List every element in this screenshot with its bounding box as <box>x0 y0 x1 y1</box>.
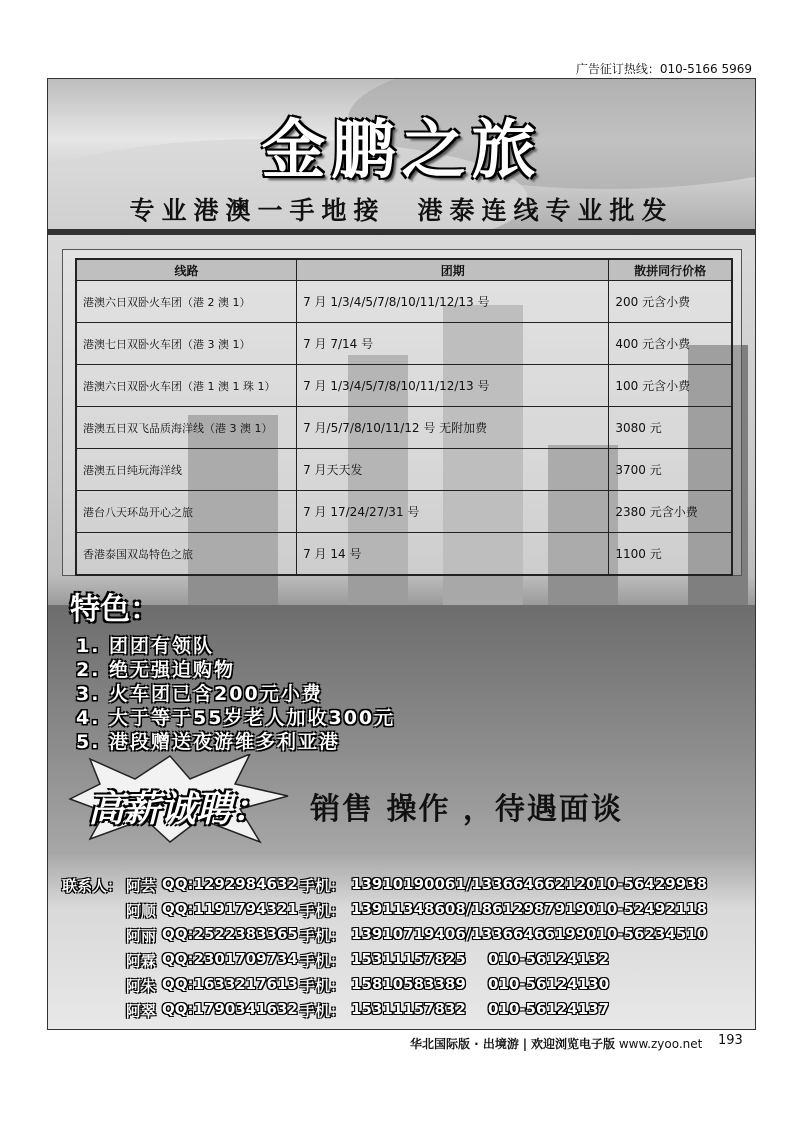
contact-mobile: 13910719406/13366466199 <box>351 925 587 943</box>
route-table-panel <box>62 249 742 576</box>
feature-item: 2. 绝无强迫购物 <box>76 659 236 681</box>
dates-cell: 7 月/5/7/8/10/11/12 号 无附加费 <box>297 407 609 449</box>
contact-name: 阿顺 <box>126 902 157 920</box>
mobile-label: 手机： <box>300 952 346 970</box>
route-cell: 港澳五日纯玩海洋线 <box>76 449 297 491</box>
footer-url[interactable]: www.zyoo.net <box>618 1037 703 1051</box>
feature-item: 4. 大于等于55岁老人加收300元 <box>76 707 396 729</box>
contact-name: 阿芸 <box>126 877 157 895</box>
contact-qq: QQ:2301709734 <box>162 950 298 968</box>
header-banner <box>48 79 755 229</box>
contact-phone: 010-56234510 <box>586 925 708 943</box>
contact-section <box>48 855 755 1029</box>
header-price: 散拼同行价格 <box>609 259 732 281</box>
table-row <box>76 365 732 407</box>
contact-name: 阿翠 <box>126 1002 157 1020</box>
price-cell: 3080 元 <box>609 407 732 449</box>
price-cell: 3700 元 <box>609 449 732 491</box>
contact-mobile: 15311157825 <box>351 950 466 968</box>
contact-qq: QQ:1292984632 <box>162 875 298 893</box>
dates-cell: 7 月天天发 <box>297 449 609 491</box>
mobile-label: 手机： <box>300 1002 346 1020</box>
route-cell: 港澳六日双卧火车团（港 2 澳 1） <box>76 281 297 323</box>
feature-item: 1. 团团有领队 <box>76 635 215 657</box>
contact-mobile: 15810583389 <box>351 975 466 993</box>
price-cell: 200 元含小费 <box>609 281 732 323</box>
footer-separator: | <box>522 1037 528 1051</box>
dates-cell: 7 月 14 号 <box>297 533 609 576</box>
page-number: 193 <box>718 1033 743 1048</box>
slogan: 专业港澳一手地接 港泰连线专业批发 <box>129 196 674 225</box>
price-cell: 1100 元 <box>609 533 732 576</box>
contact-qq: QQ:2522383365 <box>162 925 298 943</box>
price-cell: 2380 元含小费 <box>609 491 732 533</box>
table-row <box>76 491 732 533</box>
recruit-detail: 销售 操作 ，待遇面谈 <box>310 792 623 827</box>
contact-phone: 010-52492118 <box>586 900 708 918</box>
ad-hotline: 广告征订热线：010-5166 5969 <box>575 62 752 76</box>
table-row <box>76 449 732 491</box>
contact-label: 联系人： <box>62 877 123 895</box>
feature-item: 3. 火车团已含200元小费 <box>76 683 323 705</box>
contact-qq: QQ:1790341632 <box>162 1000 298 1018</box>
brand-title: 金鹏之旅 <box>261 113 542 188</box>
contact-name: 阿丽 <box>126 927 157 945</box>
table-row <box>76 533 732 576</box>
contact-mobile: 13910190061/13366466212 <box>351 875 587 893</box>
dates-cell: 7 月 7/14 号 <box>297 323 609 365</box>
route-cell: 港台八天环岛开心之旅 <box>76 491 297 533</box>
footer <box>410 1035 702 1052</box>
route-cell: 港澳七日双卧火车团（港 3 澳 1） <box>76 323 297 365</box>
header-route: 线路 <box>76 259 297 281</box>
table-row <box>76 323 732 365</box>
feature-item: 5. 港段赠送夜游维多利亚港 <box>76 731 341 753</box>
recruit-title: 高薪诚聘： <box>88 788 269 830</box>
footer-edition: 华北国际版 · 出境游 <box>410 1037 519 1051</box>
features-title: 特色： <box>70 592 160 627</box>
route-table <box>75 258 733 576</box>
price-cell: 100 元含小费 <box>609 365 732 407</box>
table-row <box>76 281 732 323</box>
price-cell: 400 元含小费 <box>609 323 732 365</box>
contact-name: 阿朱 <box>126 977 157 995</box>
contact-phone: 010-56124130 <box>488 975 610 993</box>
dates-cell: 7 月 1/3/4/5/7/8/10/11/12/13 号 <box>297 365 609 407</box>
contact-mobile: 13911348608/18612987919 <box>351 900 587 918</box>
mobile-label: 手机： <box>300 902 346 920</box>
contact-phone: 010-56429938 <box>586 875 708 893</box>
route-cell: 港澳六日双卧火车团（港 1 澳 1 珠 1） <box>76 365 297 407</box>
contact-phone: 010-56124132 <box>488 950 610 968</box>
dates-cell: 7 月 1/3/4/5/7/8/10/11/12/13 号 <box>297 281 609 323</box>
mobile-label: 手机： <box>300 977 346 995</box>
contact-mobile: 15311157832 <box>351 1000 466 1018</box>
footer-welcome: 欢迎浏览电子版 <box>530 1037 615 1051</box>
table-row <box>76 407 732 449</box>
advertisement <box>47 78 756 1030</box>
dates-cell: 7 月 17/24/27/31 号 <box>297 491 609 533</box>
header-dates: 团期 <box>297 259 609 281</box>
route-cell: 港澳五日双飞品质海洋线（港 3 澳 1） <box>76 407 297 449</box>
route-cell: 香港泰国双岛特色之旅 <box>76 533 297 576</box>
contact-name: 阿霖 <box>126 952 157 970</box>
mobile-label: 手机： <box>300 877 346 895</box>
mobile-label: 手机： <box>300 927 346 945</box>
contact-phone: 010-56124137 <box>488 1000 610 1018</box>
contact-qq: QQ:1633217613 <box>162 975 298 993</box>
contact-qq: QQ:1191794321 <box>162 900 298 918</box>
